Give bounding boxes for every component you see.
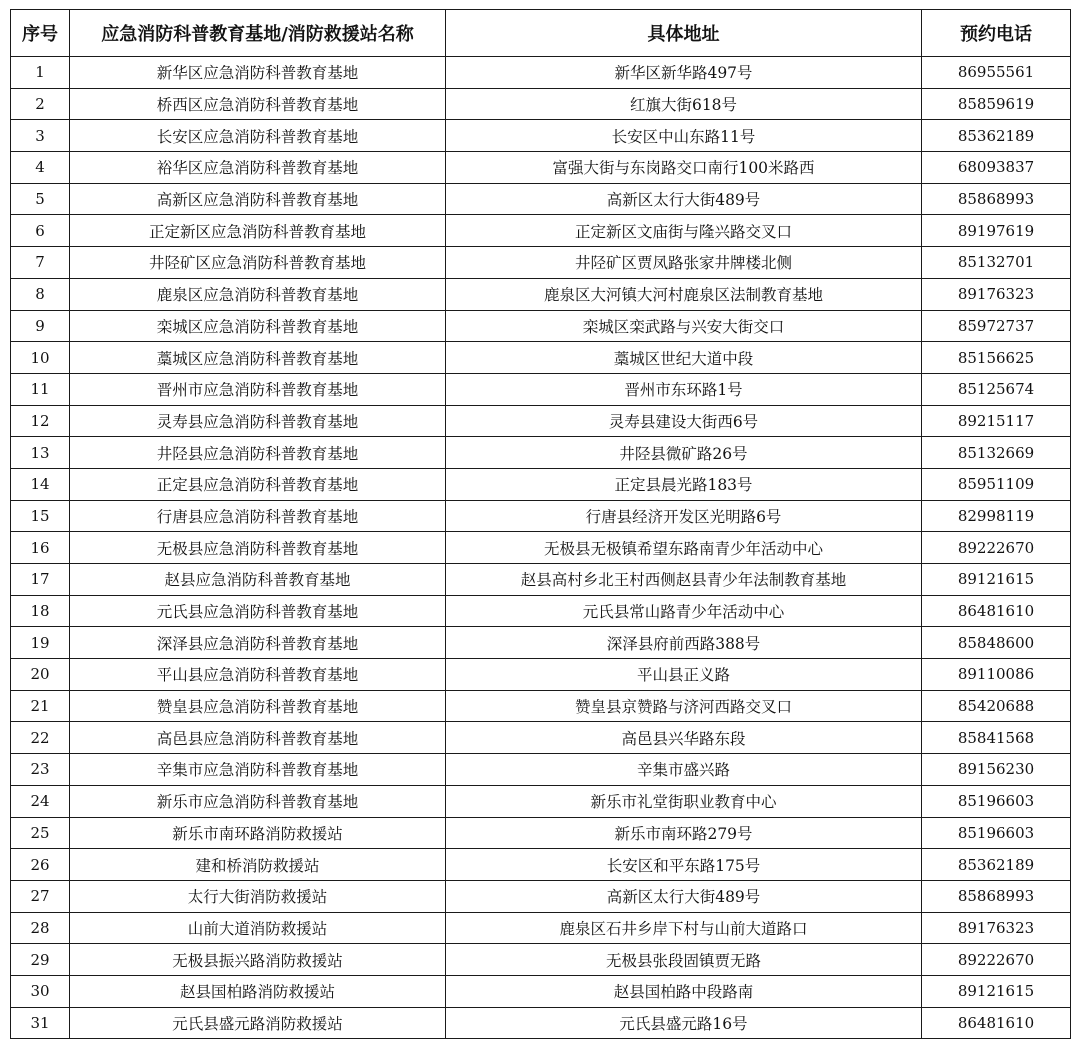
cell-phone: 85132701 (922, 247, 1071, 279)
cell-phone: 85362189 (922, 120, 1071, 152)
table-row (11, 564, 1071, 596)
table-row (11, 659, 1071, 691)
cell-address: 正定新区文庙街与隆兴路交叉口 (446, 215, 922, 247)
cell-no: 14 (11, 468, 70, 500)
table-row (11, 437, 1071, 469)
cell-name: 赵县国柏路消防救援站 (70, 975, 446, 1007)
cell-no: 9 (11, 310, 70, 342)
cell-phone: 85868993 (922, 880, 1071, 912)
cell-no: 17 (11, 564, 70, 596)
cell-name: 无极县振兴路消防救援站 (70, 944, 446, 976)
cell-address: 赵县国柏路中段路南 (446, 975, 922, 1007)
cell-no: 24 (11, 785, 70, 817)
cell-address: 新乐市南环路279号 (446, 817, 922, 849)
table-row (11, 817, 1071, 849)
cell-name: 桥西区应急消防科普教育基地 (70, 88, 446, 120)
cell-address: 深泽县府前西路388号 (446, 627, 922, 659)
cell-name: 平山县应急消防科普教育基地 (70, 659, 446, 691)
cell-no: 4 (11, 152, 70, 184)
cell-address: 赞皇县京赞路与济河西路交叉口 (446, 690, 922, 722)
cell-no: 6 (11, 215, 70, 247)
cell-name: 新华区应急消防科普教育基地 (70, 57, 446, 89)
table-row (11, 57, 1071, 89)
cell-no: 20 (11, 659, 70, 691)
table-row (11, 88, 1071, 120)
cell-phone: 89176323 (922, 912, 1071, 944)
cell-name: 高邑县应急消防科普教育基地 (70, 722, 446, 754)
cell-phone: 85951109 (922, 468, 1071, 500)
cell-phone: 68093837 (922, 152, 1071, 184)
header-address: 具体地址 (446, 10, 922, 57)
cell-phone: 85848600 (922, 627, 1071, 659)
cell-name: 元氏县盛元路消防救援站 (70, 1007, 446, 1039)
cell-name: 太行大街消防救援站 (70, 880, 446, 912)
table-row (11, 722, 1071, 754)
cell-name: 赞皇县应急消防科普教育基地 (70, 690, 446, 722)
cell-address: 鹿泉区大河镇大河村鹿泉区法制教育基地 (446, 278, 922, 310)
cell-name: 辛集市应急消防科普教育基地 (70, 754, 446, 786)
cell-no: 5 (11, 183, 70, 215)
cell-no: 1 (11, 57, 70, 89)
cell-name: 正定新区应急消防科普教育基地 (70, 215, 446, 247)
cell-address: 井陉县微矿路26号 (446, 437, 922, 469)
cell-name: 栾城区应急消防科普教育基地 (70, 310, 446, 342)
cell-name: 元氏县应急消防科普教育基地 (70, 595, 446, 627)
cell-no: 27 (11, 880, 70, 912)
table-row (11, 468, 1071, 500)
cell-phone: 89156230 (922, 754, 1071, 786)
header-name: 应急消防科普教育基地/消防救援站名称 (70, 10, 446, 57)
cell-address: 平山县正义路 (446, 659, 922, 691)
cell-name: 晋州市应急消防科普教育基地 (70, 373, 446, 405)
cell-name: 行唐县应急消防科普教育基地 (70, 500, 446, 532)
cell-address: 鹿泉区石井乡岸下村与山前大道路口 (446, 912, 922, 944)
table-row (11, 215, 1071, 247)
table-row (11, 944, 1071, 976)
table-container (10, 9, 1070, 1039)
cell-address: 无极县无极镇希望东路南青少年活动中心 (446, 532, 922, 564)
table-row (11, 912, 1071, 944)
table-row (11, 247, 1071, 279)
cell-phone: 85125674 (922, 373, 1071, 405)
cell-no: 29 (11, 944, 70, 976)
cell-address: 长安区和平东路175号 (446, 849, 922, 881)
cell-no: 28 (11, 912, 70, 944)
cell-name: 深泽县应急消防科普教育基地 (70, 627, 446, 659)
cell-name: 高新区应急消防科普教育基地 (70, 183, 446, 215)
cell-no: 26 (11, 849, 70, 881)
table-row (11, 278, 1071, 310)
cell-phone: 86481610 (922, 595, 1071, 627)
cell-phone: 89121615 (922, 564, 1071, 596)
cell-no: 13 (11, 437, 70, 469)
table-row (11, 310, 1071, 342)
cell-address: 高新区太行大街489号 (446, 183, 922, 215)
table-row (11, 849, 1071, 881)
table-row (11, 754, 1071, 786)
cell-address: 栾城区栾武路与兴安大街交口 (446, 310, 922, 342)
cell-address: 藁城区世纪大道中段 (446, 342, 922, 374)
cell-phone: 89110086 (922, 659, 1071, 691)
cell-address: 无极县张段固镇贾无路 (446, 944, 922, 976)
cell-address: 晋州市东环路1号 (446, 373, 922, 405)
cell-phone: 86955561 (922, 57, 1071, 89)
cell-phone: 89197619 (922, 215, 1071, 247)
cell-no: 22 (11, 722, 70, 754)
cell-phone: 85859619 (922, 88, 1071, 120)
table-row (11, 342, 1071, 374)
cell-phone: 82998119 (922, 500, 1071, 532)
cell-name: 鹿泉区应急消防科普教育基地 (70, 278, 446, 310)
table-row (11, 373, 1071, 405)
table-row (11, 405, 1071, 437)
cell-no: 2 (11, 88, 70, 120)
cell-phone: 85868993 (922, 183, 1071, 215)
cell-name: 井陉矿区应急消防科普教育基地 (70, 247, 446, 279)
cell-name: 建和桥消防救援站 (70, 849, 446, 881)
table-row (11, 1007, 1071, 1039)
cell-no: 19 (11, 627, 70, 659)
cell-name: 无极县应急消防科普教育基地 (70, 532, 446, 564)
cell-name: 井陉县应急消防科普教育基地 (70, 437, 446, 469)
cell-address: 长安区中山东路11号 (446, 120, 922, 152)
cell-phone: 85972737 (922, 310, 1071, 342)
table-row (11, 690, 1071, 722)
cell-phone: 85132669 (922, 437, 1071, 469)
cell-name: 裕华区应急消防科普教育基地 (70, 152, 446, 184)
cell-address: 元氏县常山路青少年活动中心 (446, 595, 922, 627)
table-row (11, 120, 1071, 152)
cell-address: 赵县高村乡北王村西侧赵县青少年法制教育基地 (446, 564, 922, 596)
cell-address: 行唐县经济开发区光明路6号 (446, 500, 922, 532)
cell-phone: 89222670 (922, 532, 1071, 564)
cell-phone: 85420688 (922, 690, 1071, 722)
cell-no: 25 (11, 817, 70, 849)
cell-address: 新华区新华路497号 (446, 57, 922, 89)
cell-address: 高新区太行大街489号 (446, 880, 922, 912)
table-header-row (11, 10, 1071, 57)
cell-no: 15 (11, 500, 70, 532)
cell-no: 21 (11, 690, 70, 722)
table-row (11, 785, 1071, 817)
table-row (11, 975, 1071, 1007)
cell-address: 富强大街与东岗路交口南行100米路西 (446, 152, 922, 184)
cell-phone: 89222670 (922, 944, 1071, 976)
cell-name: 赵县应急消防科普教育基地 (70, 564, 446, 596)
table-row (11, 183, 1071, 215)
cell-no: 18 (11, 595, 70, 627)
cell-phone: 85362189 (922, 849, 1071, 881)
table-row (11, 532, 1071, 564)
cell-no: 16 (11, 532, 70, 564)
header-no: 序号 (11, 10, 70, 57)
cell-no: 3 (11, 120, 70, 152)
cell-no: 8 (11, 278, 70, 310)
cell-no: 11 (11, 373, 70, 405)
cell-address: 红旗大街618号 (446, 88, 922, 120)
cell-address: 高邑县兴华路东段 (446, 722, 922, 754)
cell-name: 灵寿县应急消防科普教育基地 (70, 405, 446, 437)
cell-address: 辛集市盛兴路 (446, 754, 922, 786)
cell-no: 30 (11, 975, 70, 1007)
cell-address: 灵寿县建设大街西6号 (446, 405, 922, 437)
cell-name: 长安区应急消防科普教育基地 (70, 120, 446, 152)
cell-name: 新乐市应急消防科普教育基地 (70, 785, 446, 817)
table-row (11, 500, 1071, 532)
cell-name: 新乐市南环路消防救援站 (70, 817, 446, 849)
cell-address: 正定县晨光路183号 (446, 468, 922, 500)
cell-phone: 86481610 (922, 1007, 1071, 1039)
table-row (11, 627, 1071, 659)
cell-no: 12 (11, 405, 70, 437)
cell-phone: 89215117 (922, 405, 1071, 437)
cell-phone: 85841568 (922, 722, 1071, 754)
table-row (11, 595, 1071, 627)
cell-phone: 89176323 (922, 278, 1071, 310)
cell-phone: 85196603 (922, 817, 1071, 849)
cell-name: 山前大道消防救援站 (70, 912, 446, 944)
cell-no: 31 (11, 1007, 70, 1039)
table-row (11, 880, 1071, 912)
cell-phone: 89121615 (922, 975, 1071, 1007)
table-row (11, 152, 1071, 184)
cell-address: 元氏县盛元路16号 (446, 1007, 922, 1039)
cell-name: 藁城区应急消防科普教育基地 (70, 342, 446, 374)
cell-no: 23 (11, 754, 70, 786)
cell-name: 正定县应急消防科普教育基地 (70, 468, 446, 500)
cell-address: 新乐市礼堂街职业教育中心 (446, 785, 922, 817)
cell-address: 井陉矿区贾凤路张家井牌楼北侧 (446, 247, 922, 279)
header-phone: 预约电话 (922, 10, 1071, 57)
table-body (11, 57, 1071, 1039)
cell-phone: 85196603 (922, 785, 1071, 817)
cell-no: 10 (11, 342, 70, 374)
cell-no: 7 (11, 247, 70, 279)
cell-phone: 85156625 (922, 342, 1071, 374)
fire-education-base-table (10, 9, 1071, 1039)
